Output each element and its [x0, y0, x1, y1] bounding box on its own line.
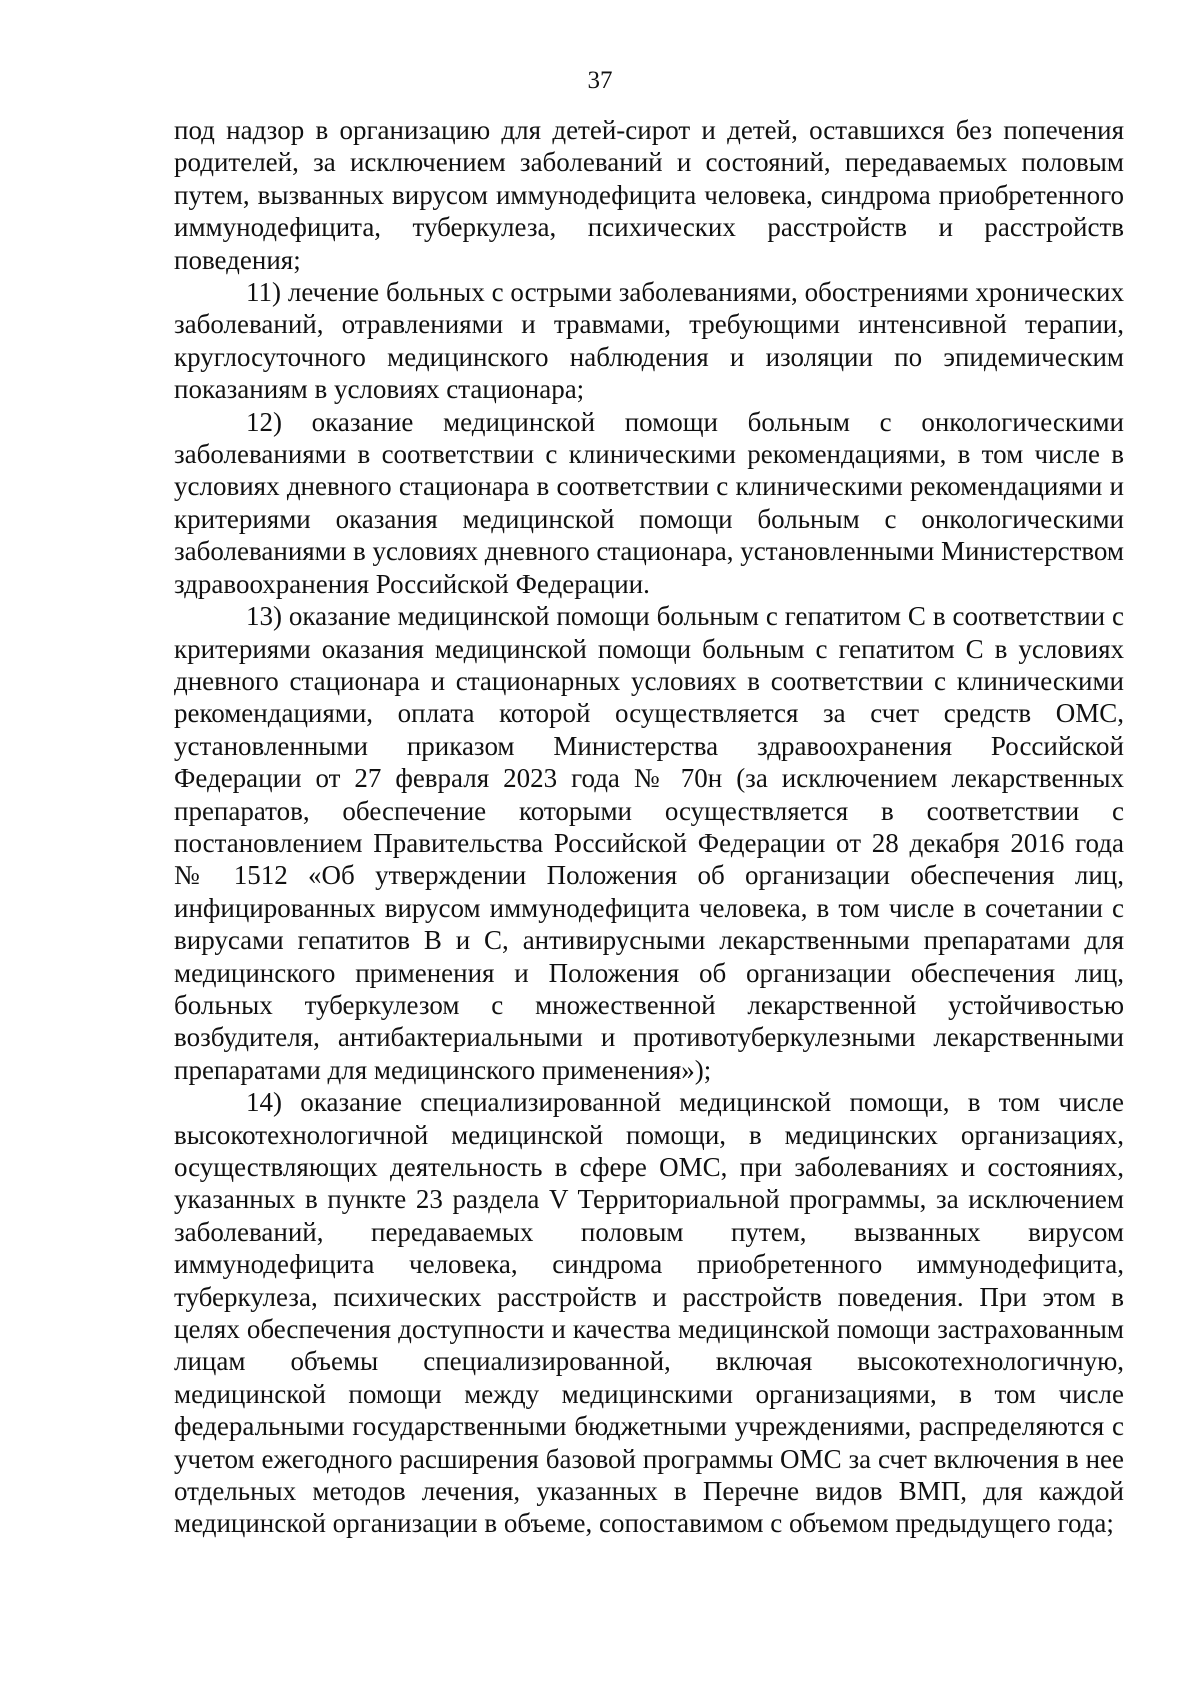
paragraph-item-13: 13) оказание медицинской помощи больным с гепатитом С в соответствии с критериями оказания медицинской помощи больным с гепатитом С в условиях дневного стационара и стационарных условиях в соответствии с клиническими рекомендациями, оплата которой осуществляется за счет средств ОМС, установленными приказом Министерства здравоохранения Российской Федерации от 27 февраля 2023 года № 70н (за исключением лекарственных препаратов, обеспечение которыми осуществляется в соответствии с постановлением Правительства Российской Федерации от 28 декабря 2016 года № 1512 «Об утверждении Положения об организации обеспечения лиц, инфицированных вирусом иммунодефицита человека, в том числе в сочетании с вирусами гепатитов В и С, антивирусными лекарственными препаратами для медицинского применения и Положения об организации обеспечения лиц, больных туберкулезом с множественной лекарственной устойчивостью возбудителя, антибактериальными и противотуберкулезными лекарственными препаратами для медицинского применения»);	[174, 601, 1124, 1085]
paragraph-item-12: 12) оказание медицинской помощи больным с онкологическими заболеваниями в соответствии с клиническими рекомендациями, в том числе в условиях дневного стационара в соответствии с клиническими рекомендациями и критериями оказания медицинской помощи больным с онкологическими заболеваниями в условиях дневного стационара, установленными Министерством здравоохранения Российской Федерации.	[174, 406, 1124, 599]
paragraph-item-14: 14) оказание специализированной медицинской помощи, в том числе высокотехнологичной медицинской помощи, в медицинских организациях, осуществляющих деятельность в сфере ОМС, при заболеваниях и состояниях, указанных в пункте 23 раздела V Территориальной программы, за исключением заболеваний, передаваемых половым путем, вызванных вирусом иммунодефицита человека, синдрома приобретенного иммунодефицита, туберкулеза, психических расстройств и расстройств поведения. При этом в целях обеспечения доступности и качества медицинской помощи застрахованным лицам объемы специализированной, включая высокотехнологичную, медицинской помощи между медицинскими организациями, в том числе федеральными государственными бюджетными учреждениями, распределяются с учетом ежегодного расширения базовой программы ОМС за счет включения в нее отдельных методов лечения, указанных в Перечне видов ВМП, для каждой медицинской организации в объеме, сопоставимом с объемом предыдущего года;	[174, 1087, 1124, 1539]
paragraph-item-11: 11) лечение больных с острыми заболеваниями, обострениями хронических заболеваний, отравлениями и травмами, требующими интенсивной терапии, круглосуточного медицинского наблюдения и изоляции по эпидемическим показаниям в условиях стационара;	[174, 277, 1124, 405]
document-body	[174, 114, 1124, 1540]
page-number: 37	[587, 67, 613, 94]
paragraph-continuation: под надзор в организацию для детей-сирот и детей, оставшихся без попечения родителей, за исключением заболеваний и состояний, передаваемых половым путем, вызванных вирусом иммунодефицита человека, синдрома приобретенного иммунодефицита, туберкулеза, психических расстройств и расстройств поведения;	[174, 115, 1124, 275]
